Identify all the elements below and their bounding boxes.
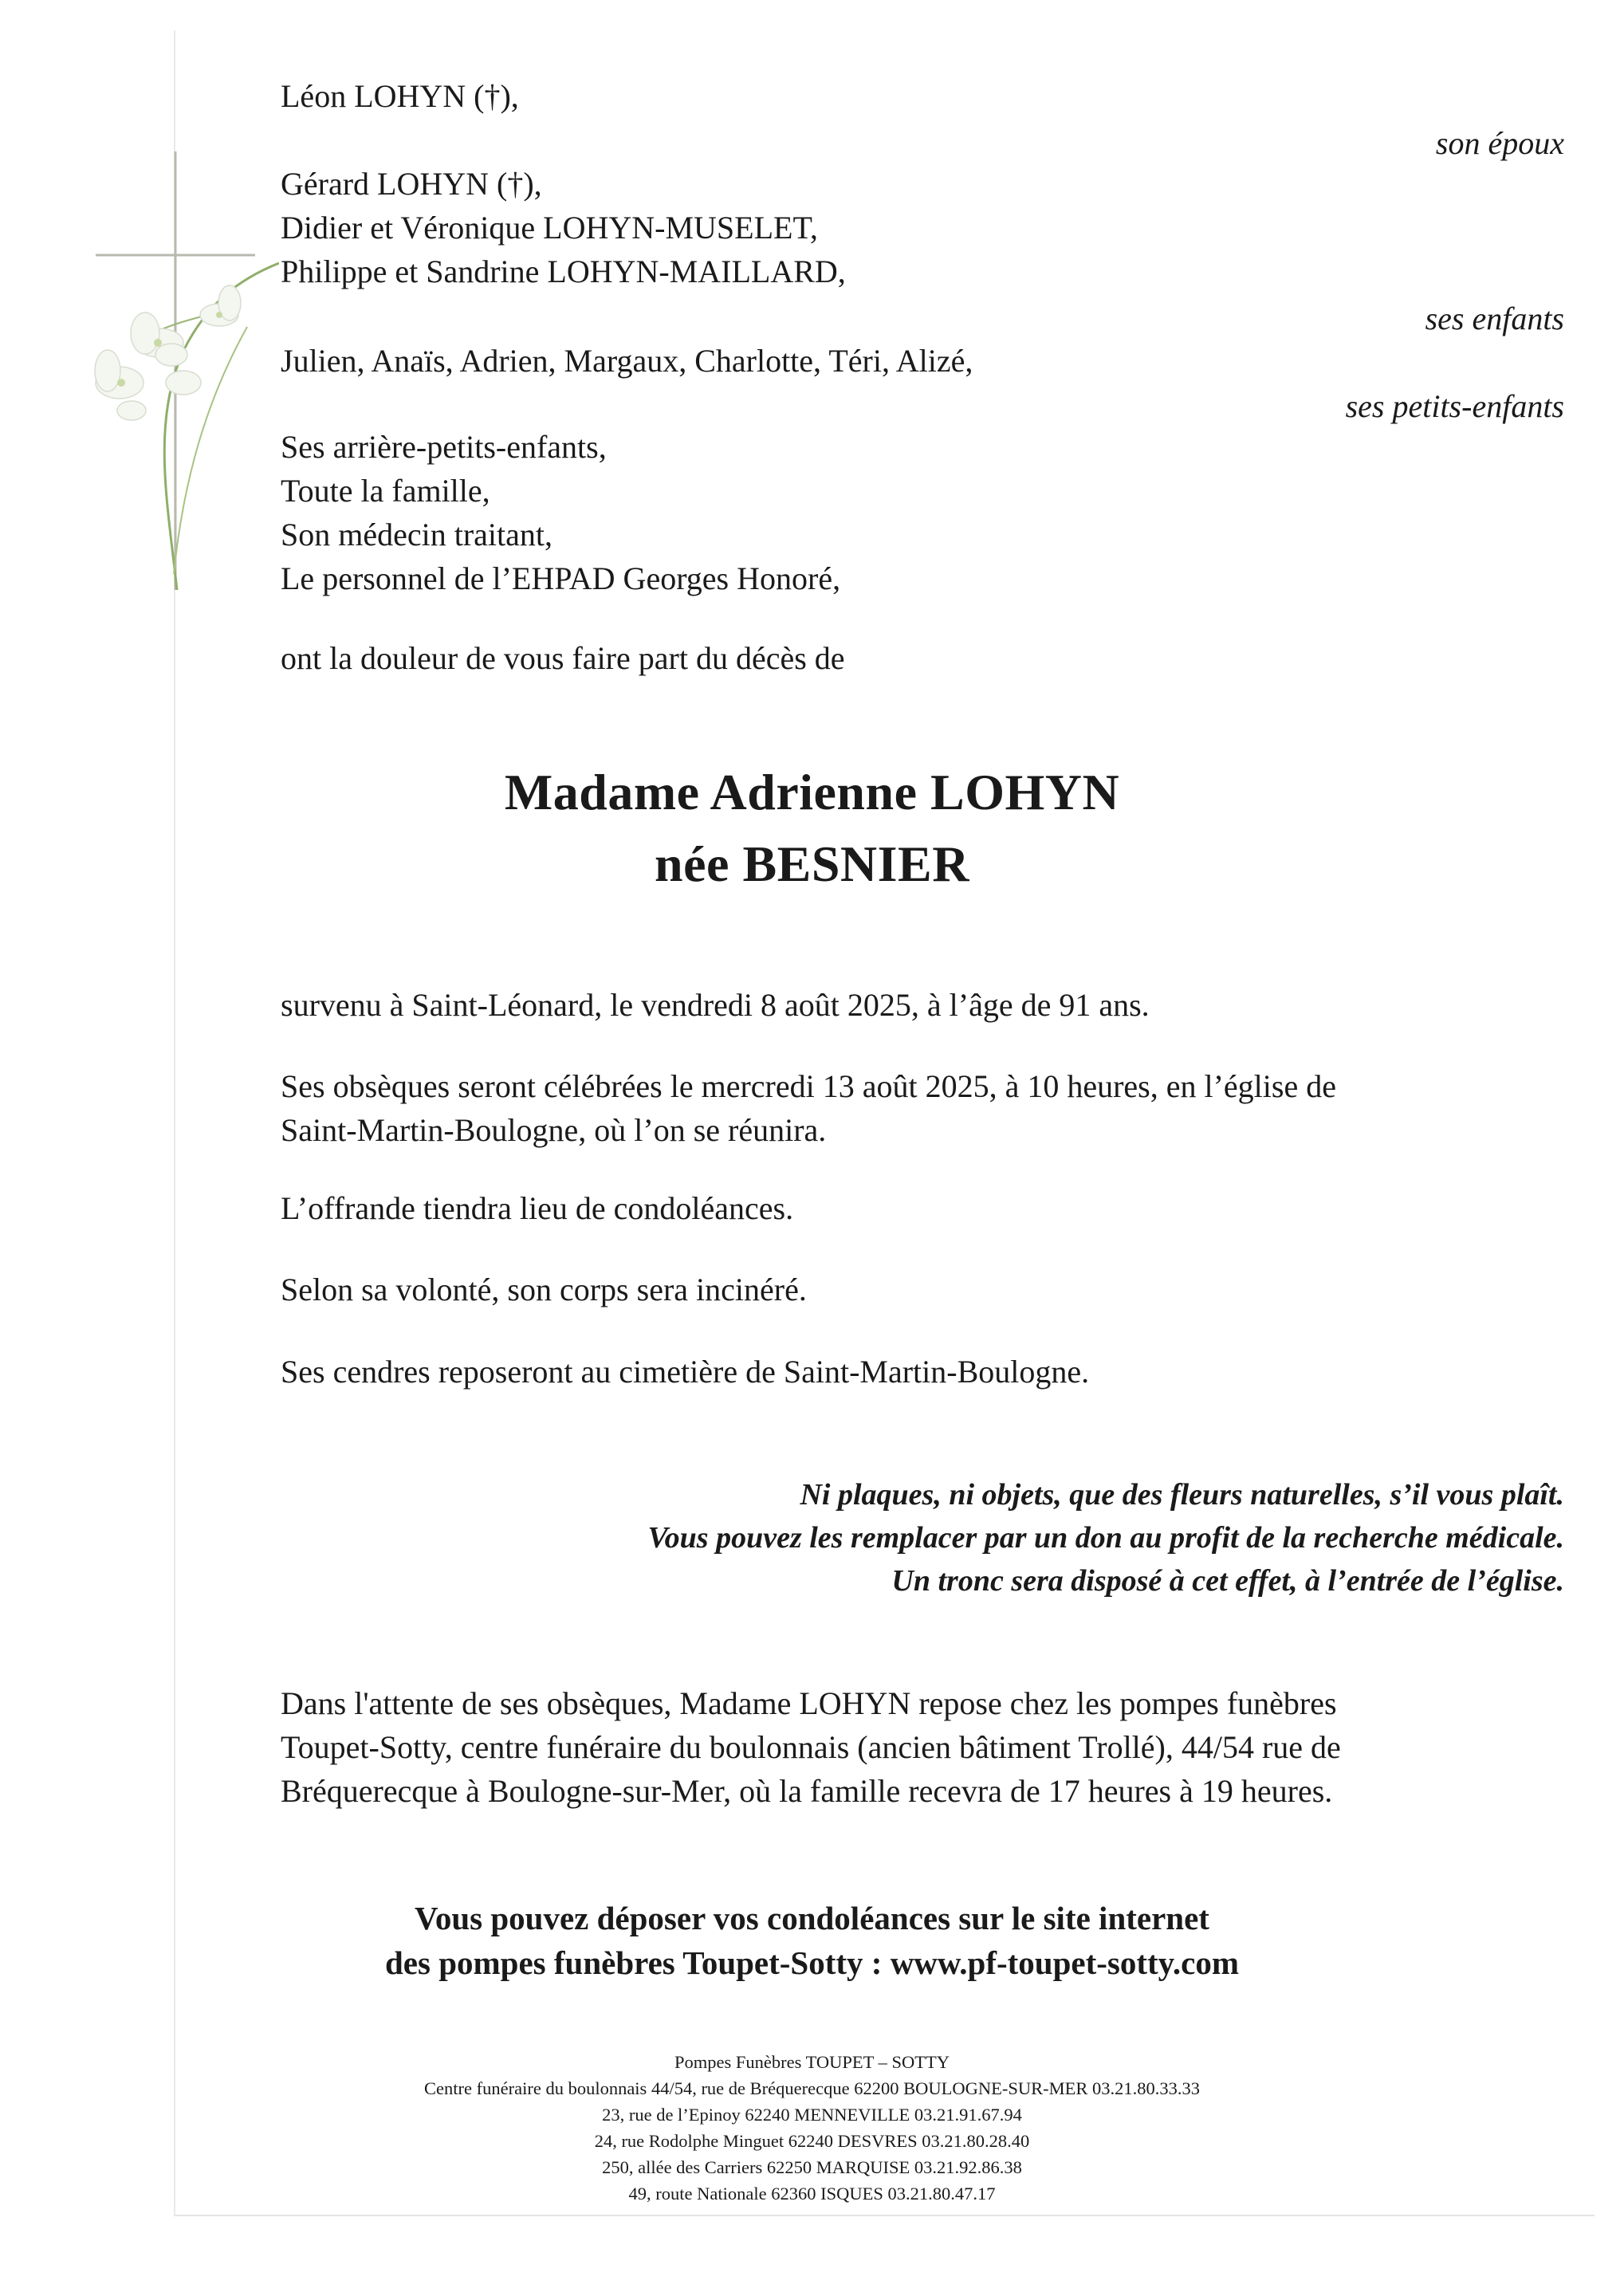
cross-orchid-icon <box>88 144 279 598</box>
family-line: Le personnel de l’EHPAD Georges Honoré, <box>281 560 841 596</box>
condolences-line: Vous pouvez déposer vos condoléances sur le site internet <box>415 1900 1209 1936</box>
children-line: Didier et Véronique LOHYN-MUSELET, <box>281 210 818 246</box>
footer-company: Pompes Funèbres TOUPET – SOTTY <box>674 2052 950 2072</box>
husband-name: Léon LOHYN (†), <box>281 78 519 114</box>
children-role: ses enfants <box>1425 301 1564 336</box>
flowers-notice <box>648 1473 1564 1602</box>
cremation-paragraph: Selon sa volonté, son corps sera incinéré. <box>281 1272 807 1307</box>
condolences-line: des pompes funèbres Toupet-Sotty : www.pf-toupet-sotty.com <box>385 1944 1239 1981</box>
intro-text: ont la douleur de vous faire part du décès de <box>281 640 845 676</box>
deceased-maiden-name: née BESNIER <box>655 835 969 892</box>
footer-address: 24, rue Rodolphe Minguet 62240 DESVRES 03.21.80.28.40 <box>594 2131 1030 2151</box>
family-line: Ses arrière-petits-enfants, <box>281 429 607 465</box>
children-line: Gérard LOHYN (†), <box>281 166 542 202</box>
footer-address: Centre funéraire du boulonnais 44/54, rue de Bréquerecque 62200 BOULOGNE-SUR-MER 03.21.80.33.33 <box>424 2078 1200 2098</box>
funeral-paragraph: Saint-Martin-Boulogne, où l’on se réunira. <box>281 1112 827 1148</box>
viewing-line: Dans l'attente de ses obsèques, Madame LOHYN repose chez les pompes funèbres <box>281 1685 1337 1721</box>
footer-address: 23, rue de l’Epinoy 62240 MENNEVILLE 03.21.91.67.94 <box>602 2105 1022 2125</box>
notice-line: Vous pouvez les remplacer par un don au profit de la recherche médicale. <box>647 1521 1564 1555</box>
funeral-paragraph: Ses obsèques seront célébrées le mercredi 13 août 2025, à 10 heures, en l’église de <box>281 1068 1336 1104</box>
notice-line: Ni plaques, ni objets, que des fleurs naturelles, s’il vous plaît. <box>800 1478 1564 1512</box>
children-line: Philippe et Sandrine LOHYN-MAILLARD, <box>281 254 846 289</box>
footer-address: 250, allée des Carriers 62250 MARQUISE 03.21.92.86.38 <box>602 2157 1022 2177</box>
death-paragraph: survenu à Saint-Léonard, le vendredi 8 août 2025, à l’âge de 91 ans. <box>281 987 1150 1023</box>
condolences-block <box>0 1896 1624 1985</box>
husband-role: son époux <box>1435 125 1564 161</box>
ashes-paragraph: Ses cendres reposeront au cimetière de Saint-Martin-Boulogne. <box>281 1354 1090 1390</box>
viewing-line: Toupet-Sotty, centre funéraire du boulonnais (ancien bâtiment Trollé), 44/54 rue de <box>281 1729 1341 1765</box>
family-line: Son médecin traitant, <box>281 517 553 552</box>
offering-paragraph: L’offrande tiendra lieu de condoléances. <box>281 1190 794 1226</box>
footer-address: 49, route Nationale 62360 ISQUES 03.21.80.47.17 <box>628 2184 996 2204</box>
grandchildren-role: ses petits-enfants <box>1345 388 1564 424</box>
grandchildren-line: Julien, Anaïs, Adrien, Margaux, Charlotte, Téri, Alizé, <box>281 343 973 379</box>
funeral-home-footer <box>0 2049 1624 2207</box>
family-line: Toute la famille, <box>281 473 490 509</box>
notice-line: Un tronc sera disposé à cet effet, à l’entrée de l’église. <box>891 1564 1564 1598</box>
deceased-name: Madame Adrienne LOHYN <box>504 764 1120 820</box>
viewing-line: Bréquerecque à Boulogne-sur-Mer, où la famille recevra de 17 heures à 19 heures. <box>281 1773 1333 1809</box>
